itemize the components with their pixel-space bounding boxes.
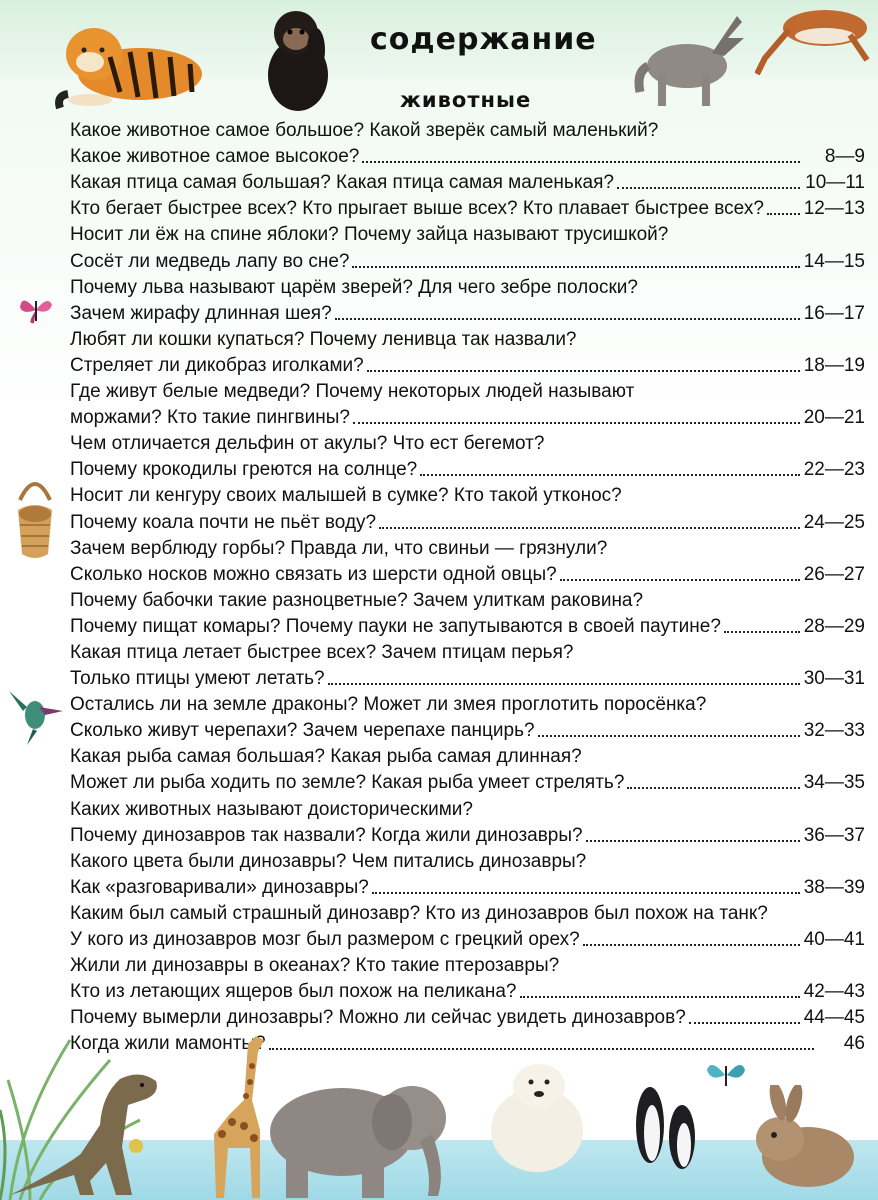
toc-entry-text: Чем отличается дельфин от акулы? Что ест бегемот?	[70, 433, 545, 455]
toc-entry	[70, 455, 865, 481]
toc-page-number: 46	[843, 1033, 865, 1055]
toc-entry	[70, 194, 865, 220]
hummingbird-illustration	[5, 685, 65, 747]
toc-entry-text: Любят ли кошки купаться? Почему ленивца так назвали?	[70, 328, 577, 350]
toc-leader-dots	[328, 683, 800, 685]
toc-page-number: 16—17	[803, 302, 865, 324]
toc-entry	[70, 299, 865, 325]
toc-entry-text: Зачем жирафу длинная шея?	[70, 302, 332, 324]
toc-leader-dots	[352, 266, 800, 268]
toc-entry-text: моржами? Кто такие пингвины?	[70, 407, 350, 429]
toc-entry-text: Стреляет ли дикобраз иголками?	[70, 354, 364, 376]
toc-entry-text: Каким был самый страшный динозавр? Кто из динозавров был похож на танк?	[70, 902, 768, 924]
toc-entry-text: Почему вымерли динозавры? Можно ли сейчас увидеть динозавров?	[70, 1007, 686, 1029]
toc-entry-text: Жили ли динозавры в океанах? Кто такие птерозавры?	[70, 955, 560, 977]
butterfly-illustration	[705, 1058, 747, 1092]
toc-leader-dots	[538, 735, 800, 737]
toc-leader-dots	[583, 944, 800, 946]
toc-leader-dots	[353, 422, 800, 424]
toc-entry	[70, 116, 865, 142]
toc-entry	[70, 1029, 865, 1055]
toc-entry	[70, 142, 865, 168]
toc-entry-text: Кто из летающих ящеров был похож на пеликана?	[70, 981, 517, 1003]
toc-entry-text: Сколько носков можно связать из шерсти одной овцы?	[70, 563, 557, 585]
toc-page-number: 14—15	[803, 250, 865, 272]
toc-entry-text: Сосёт ли медведь лапу во сне?	[70, 250, 350, 272]
toc-entry	[70, 847, 865, 873]
toc-entry-text: Почему коала почти не пьёт воду?	[70, 511, 377, 533]
toc-page-number: 38—39	[803, 876, 865, 898]
toc-entry	[70, 325, 865, 351]
toc-entry-text: Носит ли кенгуру своих малышей в сумке? Кто такой утконос?	[70, 485, 622, 507]
wolf-illustration	[632, 8, 752, 108]
toc-leader-dots	[335, 318, 800, 320]
toc-page-number: 40—41	[803, 929, 865, 950]
toc-entry	[70, 507, 865, 533]
rabbit-illustration	[742, 1085, 862, 1190]
toc-entry	[70, 246, 865, 272]
dinosaur-illustration	[10, 1055, 180, 1200]
toc-page-number: 28—29	[803, 615, 865, 637]
toc-entry	[70, 220, 865, 246]
toc-entry	[70, 638, 865, 664]
toc-entry-text: Где живут белые медведи? Почему некоторых людей называют	[70, 381, 635, 403]
toc-entry	[70, 664, 865, 690]
toc-entry-text: Почему льва называют царём зверей? Для чего зебре полоски?	[70, 276, 638, 298]
toc-page-number: 42—43	[803, 981, 865, 1003]
toc-entry	[70, 899, 865, 925]
toc-entry	[70, 768, 865, 794]
toc-entry-text: Может ли рыба ходить по земле? Какая рыба умеет стрелять?	[70, 772, 625, 794]
toc-page-number: 12—13	[803, 198, 865, 220]
toc-page-number: 32—33	[803, 720, 865, 742]
polar-bear-illustration	[485, 1058, 595, 1178]
toc-leader-dots	[367, 370, 800, 372]
basket-illustration	[12, 470, 58, 562]
toc-entry	[70, 612, 865, 638]
toc-entry-text: Кто бегает быстрее всех? Кто прыгает выше всех? Кто плавает быстрее всех?	[70, 198, 764, 220]
elephant-illustration	[262, 1070, 472, 1200]
toc-entry	[70, 429, 865, 455]
toc-page-number: 34—35	[803, 772, 865, 794]
table-of-contents	[70, 116, 865, 1055]
toc-entry-text: Почему бабочки такие разноцветные? Зачем улиткам раковина?	[70, 589, 644, 611]
toc-entry	[70, 716, 865, 742]
toc-entry-text: Только птицы умеют летать?	[70, 668, 325, 690]
tiger-illustration	[50, 12, 215, 112]
toc-entry-text: Почему пищат комары? Почему пауки не запутываются в своей паутине?	[70, 615, 721, 637]
toc-leader-dots	[767, 213, 800, 215]
toc-page-number: 18—19	[803, 354, 865, 376]
section-title: животные	[400, 88, 532, 112]
toc-entry-text: Какая рыба самая большая? Какая рыба самая длинная?	[70, 746, 582, 768]
toc-leader-dots	[689, 1022, 800, 1024]
penguins-illustration	[628, 1075, 708, 1185]
toc-leader-dots	[627, 787, 800, 789]
toc-entry	[70, 821, 865, 847]
toc-page-number: 10—11	[805, 172, 865, 194]
toc-leader-dots	[586, 840, 800, 842]
toc-entry	[70, 690, 865, 716]
toc-leader-dots	[520, 996, 801, 998]
toc-entry	[70, 742, 865, 768]
toc-leader-dots	[560, 579, 800, 581]
toc-entry-text: Остались ли на земле драконы? Может ли змея проглотить поросёнка?	[70, 694, 707, 716]
toc-leader-dots	[420, 474, 800, 476]
butterfly-illustration	[18, 293, 54, 327]
toc-entry-text: Какое животное самое высокое?	[70, 146, 360, 168]
toc-page-number: 22—23	[803, 459, 865, 481]
toc-leader-dots	[617, 187, 800, 189]
toc-entry-text: Какая птица самая большая? Какая птица самая маленькая?	[70, 172, 614, 194]
toc-entry	[70, 273, 865, 299]
toc-entry	[70, 586, 865, 612]
toc-entry	[70, 1003, 865, 1029]
toc-entry-text: Какая птица летает быстрее всех? Зачем птицам перья?	[70, 641, 574, 663]
toc-leader-dots	[372, 892, 800, 894]
toc-entry	[70, 377, 865, 403]
toc-entry	[70, 168, 865, 194]
toc-leader-dots	[362, 161, 800, 163]
toc-entry	[70, 481, 865, 507]
toc-entry-text: Сколько живут черепахи? Зачем черепахе панцирь?	[70, 720, 535, 742]
toc-page-number: 8—9	[824, 146, 865, 168]
toc-entry	[70, 794, 865, 820]
toc-page-number: 36—37	[803, 824, 865, 846]
toc-entry-text: Каких животных называют доисторическими?	[70, 798, 473, 820]
toc-page-number: 20—21	[803, 407, 865, 429]
toc-entry-text: Почему крокодилы греются на солнце?	[70, 459, 418, 481]
toc-entry	[70, 560, 865, 586]
toc-entry-text: Как «разговаривали» динозавры?	[70, 876, 369, 898]
toc-leader-dots	[724, 631, 800, 633]
toc-entry-text: Почему динозавров так назвали? Когда жили динозавры?	[70, 824, 583, 846]
toc-entry	[70, 534, 865, 560]
toc-page-number: 24—25	[803, 511, 865, 533]
toc-leader-dots	[379, 527, 800, 529]
chimpanzee-illustration	[258, 5, 338, 115]
toc-entry	[70, 351, 865, 377]
toc-entry	[70, 403, 865, 429]
antelope-illustration	[755, 0, 878, 80]
toc-entry	[70, 951, 865, 977]
toc-entry-text: У кого из динозавров мозг был размером с грецкий орех?	[70, 929, 580, 950]
toc-entry-text: Носит ли ёж на спине яблоки? Почему зайца называют трусишкой?	[70, 224, 669, 246]
toc-entry-text: Когда жили мамонты?	[70, 1033, 266, 1055]
toc-entry-text: Зачем верблюду горбы? Правда ли, что свиньи — грязнули?	[70, 537, 608, 559]
toc-leader-dots	[269, 1048, 814, 1050]
toc-entry-text: Какое животное самое большое? Какой зверёк самый маленький?	[70, 120, 659, 142]
toc-entry	[70, 873, 865, 899]
page-title: содержание	[370, 22, 597, 57]
toc-page-number: 30—31	[803, 668, 865, 690]
toc-entry	[70, 925, 865, 951]
toc-page-number: 26—27	[803, 563, 865, 585]
toc-entry-text: Какого цвета были динозавры? Чем питались динозавры?	[70, 850, 587, 872]
toc-entry	[70, 977, 865, 1003]
toc-page-number: 44—45	[803, 1007, 865, 1029]
